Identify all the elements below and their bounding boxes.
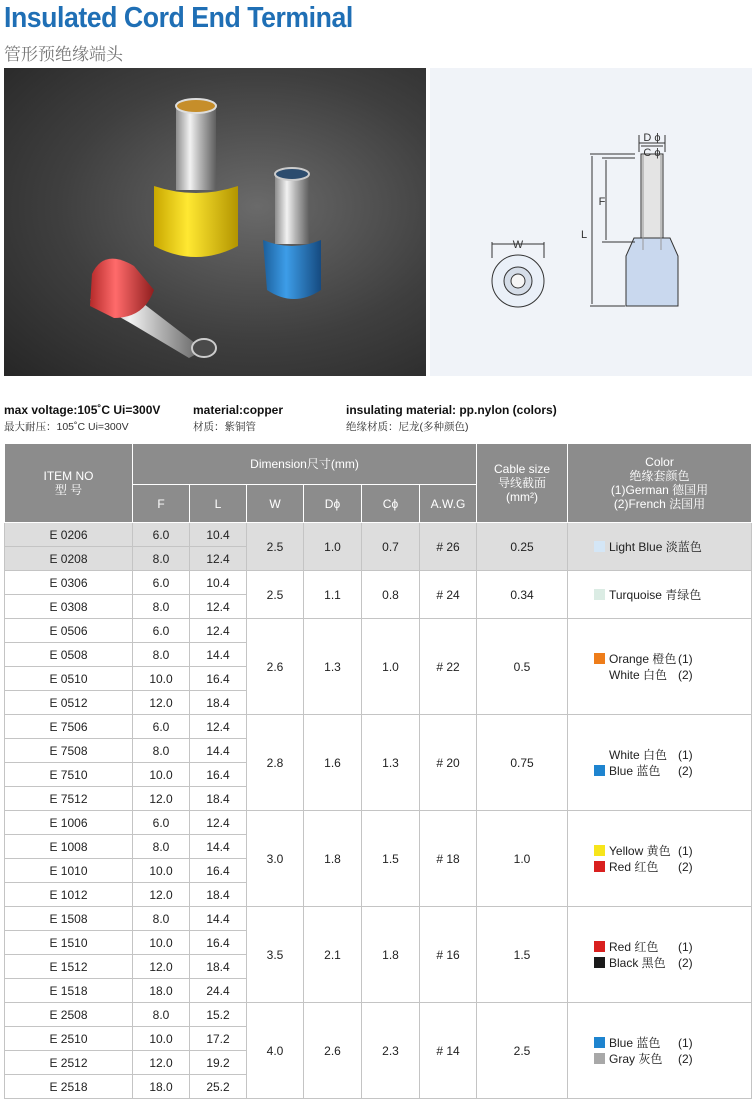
c-label: C ϕ xyxy=(643,147,661,159)
color-name: Blue 蓝色 xyxy=(609,763,661,778)
item-cell: E 0508 xyxy=(5,643,133,667)
cable-cell: 0.25 xyxy=(477,523,568,571)
item-cell: E 2512 xyxy=(5,1051,133,1075)
product-photo xyxy=(4,68,426,376)
f-cell: 12.0 xyxy=(133,787,190,811)
table-group xyxy=(5,715,752,811)
color-name: Black 黑色 xyxy=(609,955,666,970)
color-swatch xyxy=(594,589,605,600)
cable-header-label: Cable size xyxy=(493,462,551,476)
color-cell xyxy=(568,907,752,1003)
l-cell: 14.4 xyxy=(190,835,247,859)
c-cell: 1.0 xyxy=(362,619,420,715)
color-name: Gray 灰色 xyxy=(609,1051,663,1066)
cable-cell: 0.5 xyxy=(477,619,568,715)
color-swatch xyxy=(594,541,605,552)
cable-header xyxy=(477,444,568,523)
d-cell: 1.8 xyxy=(304,811,362,907)
color-name: Red 红色 xyxy=(609,939,659,954)
color-name: White 白色 xyxy=(609,747,668,762)
color-option xyxy=(568,955,751,971)
item-cell: E 1008 xyxy=(5,835,133,859)
color-cell xyxy=(568,715,752,811)
spec-material-cn: 材质：紫铜管 xyxy=(193,421,256,433)
f-cell: 8.0 xyxy=(133,547,190,571)
d-cell: 2.1 xyxy=(304,907,362,1003)
w-header: W xyxy=(247,485,304,523)
color-header-cn: 绝缘套颜色 xyxy=(629,469,690,483)
cable-cell: 2.5 xyxy=(477,1003,568,1099)
f-cell: 8.0 xyxy=(133,835,190,859)
table-row xyxy=(5,523,752,547)
color-option xyxy=(568,539,751,555)
dimension-header: Dimension尺寸(mm) xyxy=(133,444,477,485)
page-title: Insulated Cord End Terminal xyxy=(4,2,353,34)
color-variant-number: (1) xyxy=(678,1035,693,1050)
awg-cell: # 20 xyxy=(420,715,477,811)
color-swatch xyxy=(594,845,605,856)
item-header-cn: 型 号 xyxy=(54,483,83,497)
l-cell: 14.4 xyxy=(190,739,247,763)
l-cell: 18.4 xyxy=(190,691,247,715)
l-cell: 12.4 xyxy=(190,715,247,739)
item-cell: E 0306 xyxy=(5,571,133,595)
f-cell: 10.0 xyxy=(133,667,190,691)
spec-material-text: material:copper xyxy=(193,403,284,417)
color-cell xyxy=(568,523,752,571)
w-cell: 2.5 xyxy=(247,571,304,619)
l-cell: 10.4 xyxy=(190,571,247,595)
awg-cell: # 16 xyxy=(420,907,477,1003)
table-group xyxy=(5,571,752,619)
item-cell: E 7508 xyxy=(5,739,133,763)
color-header xyxy=(568,444,752,523)
color-header-2: (2)French 法国用 xyxy=(613,497,706,511)
f-cell: 8.0 xyxy=(133,595,190,619)
color-swatch xyxy=(594,941,605,952)
color-option xyxy=(568,763,751,779)
color-variant-number: (2) xyxy=(678,667,693,682)
color-cell xyxy=(568,571,752,619)
item-header xyxy=(5,444,133,523)
color-swatch xyxy=(594,749,605,760)
awg-cell: # 26 xyxy=(420,523,477,571)
color-option xyxy=(568,1051,751,1067)
spec-insulating-text: insulating material: pp.nylon (colors) xyxy=(346,403,557,417)
f-cell: 6.0 xyxy=(133,523,190,547)
color-variant-number: (1) xyxy=(678,747,693,762)
color-variant-number: (1) xyxy=(678,843,693,858)
item-cell: E 0512 xyxy=(5,691,133,715)
d-cell: 1.1 xyxy=(304,571,362,619)
color-name: White 白色 xyxy=(609,667,668,682)
color-name: Red 红色 xyxy=(609,859,659,874)
l-cell: 12.4 xyxy=(190,811,247,835)
l-cell: 14.4 xyxy=(190,907,247,931)
item-cell: E 7512 xyxy=(5,787,133,811)
cable-header-unit: (mm²) xyxy=(506,490,538,504)
item-cell: E 1510 xyxy=(5,931,133,955)
color-option xyxy=(568,859,751,875)
cable-cell: 0.34 xyxy=(477,571,568,619)
w-cell: 4.0 xyxy=(247,1003,304,1099)
item-cell: E 0510 xyxy=(5,667,133,691)
color-variant-number: (2) xyxy=(678,859,693,874)
color-option xyxy=(568,843,751,859)
item-cell: E 0308 xyxy=(5,595,133,619)
color-variant-number: (2) xyxy=(678,763,693,778)
w-cell: 2.8 xyxy=(247,715,304,811)
color-option xyxy=(568,651,751,667)
f-cell: 8.0 xyxy=(133,1003,190,1027)
l-cell: 12.4 xyxy=(190,547,247,571)
f-cell: 8.0 xyxy=(133,907,190,931)
awg-cell: # 22 xyxy=(420,619,477,715)
l-cell: 16.4 xyxy=(190,667,247,691)
item-cell: E 1518 xyxy=(5,979,133,1003)
c-header: Cϕ xyxy=(362,485,420,523)
c-cell: 0.8 xyxy=(362,571,420,619)
item-cell: E 1508 xyxy=(5,907,133,931)
table-group xyxy=(5,523,752,571)
color-swatch xyxy=(594,1037,605,1048)
c-cell: 2.3 xyxy=(362,1003,420,1099)
item-cell: E 0506 xyxy=(5,619,133,643)
f-cell: 10.0 xyxy=(133,859,190,883)
d-cell: 2.6 xyxy=(304,1003,362,1099)
color-option xyxy=(568,587,751,603)
cable-cell: 1.5 xyxy=(477,907,568,1003)
spec-insulating xyxy=(346,402,557,435)
l-cell: 14.4 xyxy=(190,643,247,667)
f-cell: 10.0 xyxy=(133,763,190,787)
item-cell: E 2510 xyxy=(5,1027,133,1051)
d-cell: 1.6 xyxy=(304,715,362,811)
l-header: L xyxy=(190,485,247,523)
item-header-label: ITEM NO xyxy=(43,469,94,483)
w-cell: 3.0 xyxy=(247,811,304,907)
l-cell: 24.4 xyxy=(190,979,247,1003)
item-cell: E 1512 xyxy=(5,955,133,979)
f-cell: 8.0 xyxy=(133,643,190,667)
ferrule-side-view xyxy=(590,135,678,306)
item-cell: E 7506 xyxy=(5,715,133,739)
color-option xyxy=(568,747,751,763)
l-cell: 25.2 xyxy=(190,1075,247,1099)
color-option xyxy=(568,1035,751,1051)
c-cell: 1.8 xyxy=(362,907,420,1003)
l-cell: 16.4 xyxy=(190,931,247,955)
awg-cell: # 18 xyxy=(420,811,477,907)
f-cell: 18.0 xyxy=(133,1075,190,1099)
color-option xyxy=(568,939,751,955)
item-cell: E 2518 xyxy=(5,1075,133,1099)
item-cell: E 1010 xyxy=(5,859,133,883)
spec-material xyxy=(193,402,283,435)
w-cell: 3.5 xyxy=(247,907,304,1003)
spec-table xyxy=(4,443,752,1099)
f-cell: 12.0 xyxy=(133,1051,190,1075)
w-cell: 2.6 xyxy=(247,619,304,715)
color-cell xyxy=(568,619,752,715)
color-swatch xyxy=(594,957,605,968)
table-group xyxy=(5,907,752,1003)
table-row xyxy=(5,811,752,835)
f-cell: 12.0 xyxy=(133,955,190,979)
awg-header: A.W.G xyxy=(420,485,477,523)
table-header xyxy=(5,444,752,523)
f-cell: 10.0 xyxy=(133,931,190,955)
awg-cell: # 14 xyxy=(420,1003,477,1099)
ferrules-illustration xyxy=(4,68,426,376)
l-cell: 15.2 xyxy=(190,1003,247,1027)
color-option xyxy=(568,667,751,683)
color-swatch xyxy=(594,669,605,680)
spec-insulating-cn: 绝缘材质：尼龙(多种颜色) xyxy=(346,421,469,433)
blue-ferrule xyxy=(263,168,321,299)
l-cell: 10.4 xyxy=(190,523,247,547)
f-cell: 18.0 xyxy=(133,979,190,1003)
color-name: Blue 蓝色 xyxy=(609,1035,661,1050)
f-cell: 6.0 xyxy=(133,811,190,835)
spec-voltage-cn: 最大耐压：105˚C Ui=300V xyxy=(4,421,129,433)
item-cell: E 7510 xyxy=(5,763,133,787)
c-cell: 1.5 xyxy=(362,811,420,907)
color-header-1: (1)German 德国用 xyxy=(610,483,709,497)
f-header: F xyxy=(133,485,190,523)
l-cell: 18.4 xyxy=(190,955,247,979)
color-cell xyxy=(568,1003,752,1099)
d-cell: 1.0 xyxy=(304,523,362,571)
item-cell: E 1012 xyxy=(5,883,133,907)
spec-voltage-text: max voltage:105˚C Ui=300V xyxy=(4,403,161,417)
dimension-diagram xyxy=(430,68,752,376)
color-name: Turquoise 青绿色 xyxy=(609,587,702,602)
f-cell: 10.0 xyxy=(133,1027,190,1051)
l-cell: 18.4 xyxy=(190,787,247,811)
yellow-ferrule xyxy=(154,99,238,257)
color-name: Light Blue 淡蓝色 xyxy=(609,539,702,554)
cable-cell: 1.0 xyxy=(477,811,568,907)
color-variant-number: (1) xyxy=(678,651,693,666)
f-cell: 12.0 xyxy=(133,883,190,907)
f-cell: 6.0 xyxy=(133,571,190,595)
item-cell: E 1006 xyxy=(5,811,133,835)
table-row xyxy=(5,715,752,739)
f-cell: 12.0 xyxy=(133,691,190,715)
c-cell: 1.3 xyxy=(362,715,420,811)
ferrule-end-view xyxy=(492,242,544,307)
l-cell: 17.2 xyxy=(190,1027,247,1051)
table-group xyxy=(5,619,752,715)
f-cell: 6.0 xyxy=(133,619,190,643)
red-ferrule xyxy=(90,259,216,358)
l-label: L xyxy=(580,229,588,241)
spec-voltage xyxy=(4,402,160,435)
color-name: Yellow 黄色 xyxy=(609,843,671,858)
color-swatch xyxy=(594,765,605,776)
cable-header-cn: 导线截面 xyxy=(497,476,546,490)
color-variant-number: (2) xyxy=(678,1051,693,1066)
table-row xyxy=(5,1003,752,1027)
c-cell: 0.7 xyxy=(362,523,420,571)
color-variant-number: (2) xyxy=(678,955,693,970)
d-header: Dϕ xyxy=(304,485,362,523)
color-swatch xyxy=(594,653,605,664)
awg-cell: # 24 xyxy=(420,571,477,619)
f-cell: 8.0 xyxy=(133,739,190,763)
l-cell: 12.4 xyxy=(190,595,247,619)
d-label: D ϕ xyxy=(643,132,661,144)
color-header-label: Color xyxy=(645,455,674,469)
item-cell: E 0206 xyxy=(5,523,133,547)
table-group xyxy=(5,811,752,907)
item-cell: E 0208 xyxy=(5,547,133,571)
color-swatch xyxy=(594,861,605,872)
cable-cell: 0.75 xyxy=(477,715,568,811)
f-label: F xyxy=(598,196,606,208)
color-name: Orange 橙色 xyxy=(609,651,677,666)
table-row xyxy=(5,619,752,643)
f-cell: 6.0 xyxy=(133,715,190,739)
table-row xyxy=(5,907,752,931)
table-group xyxy=(5,1003,752,1099)
color-cell xyxy=(568,811,752,907)
l-cell: 16.4 xyxy=(190,763,247,787)
color-variant-number: (1) xyxy=(678,939,693,954)
d-cell: 1.3 xyxy=(304,619,362,715)
page-subtitle: 管形预绝缘端头 xyxy=(4,45,123,64)
item-cell: E 2508 xyxy=(5,1003,133,1027)
w-label: W xyxy=(512,239,524,251)
l-cell: 18.4 xyxy=(190,883,247,907)
table-row xyxy=(5,571,752,595)
w-cell: 2.5 xyxy=(247,523,304,571)
l-cell: 16.4 xyxy=(190,859,247,883)
l-cell: 19.2 xyxy=(190,1051,247,1075)
l-cell: 12.4 xyxy=(190,619,247,643)
color-swatch xyxy=(594,1053,605,1064)
